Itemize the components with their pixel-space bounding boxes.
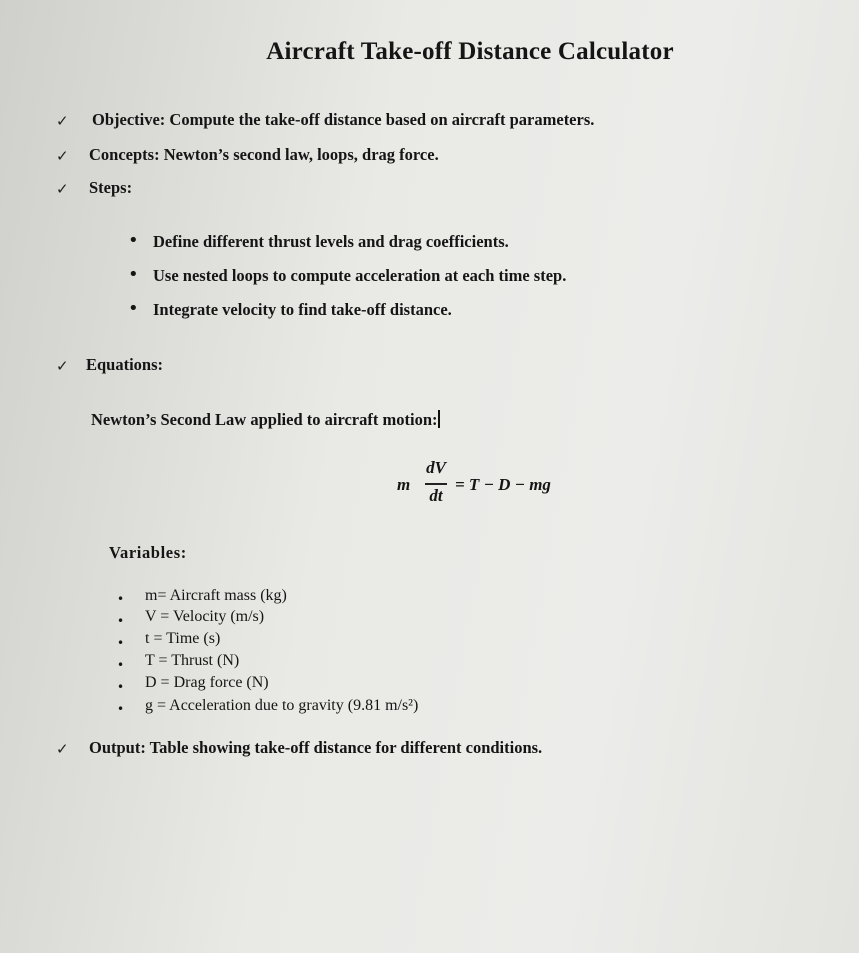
text-cursor [438,410,440,428]
variable-item: V = Velocity (m/s) [145,608,265,625]
bullet-icon: • [128,230,139,251]
output-text: Output: Table showing take-off distance for different conditions. [89,738,543,757]
variable-item: T = Thrust (N) [145,652,240,669]
variable-item: D = Drag force (N) [145,674,269,691]
page-title: Aircraft Take-off Distance Calculator [266,38,674,65]
concepts-text: Concepts: Newton’s second law, loops, drag force. [89,145,439,164]
bullet-icon: • [117,614,125,628]
newton-intro-text: Newton’s Second Law applied to aircraft motion: [91,410,438,429]
equations-heading: Equations: [86,355,164,374]
objective-text: Objective: Compute the take-off distance based on aircraft parameters. [92,110,595,129]
check-icon: ✓ [56,112,69,130]
bullet-icon: • [128,298,139,319]
bullet-icon: • [117,658,125,672]
bullet-icon: • [117,702,125,716]
variable-item: t = Time (s) [145,630,221,647]
bullet-icon: • [117,592,125,606]
variables-heading: Variables: [109,543,187,562]
check-icon: ✓ [56,740,69,758]
equation-rhs: = T − D − mg [455,475,551,494]
step-item: Define different thrust levels and drag coefficients. [153,232,509,251]
steps-heading: Steps: [89,178,133,197]
check-icon: ✓ [56,180,69,198]
equation-denominator: dt [429,486,443,505]
check-icon: ✓ [56,357,69,375]
bullet-icon: • [117,636,125,650]
step-item: Integrate velocity to find take-off distance. [153,300,452,319]
equation-mass: m [397,475,411,494]
check-icon: ✓ [56,147,69,165]
step-item: Use nested loops to compute acceleration at each time step. [153,266,567,285]
bullet-icon: • [117,680,125,694]
newton-intro [91,410,440,430]
bullet-icon: • [128,264,139,285]
fraction-bar [425,483,447,485]
equation-numerator: dV [426,458,446,477]
variable-item: g = Acceleration due to gravity (9.81 m/s²) [145,697,419,714]
variable-item: m= Aircraft mass (kg) [145,587,287,604]
